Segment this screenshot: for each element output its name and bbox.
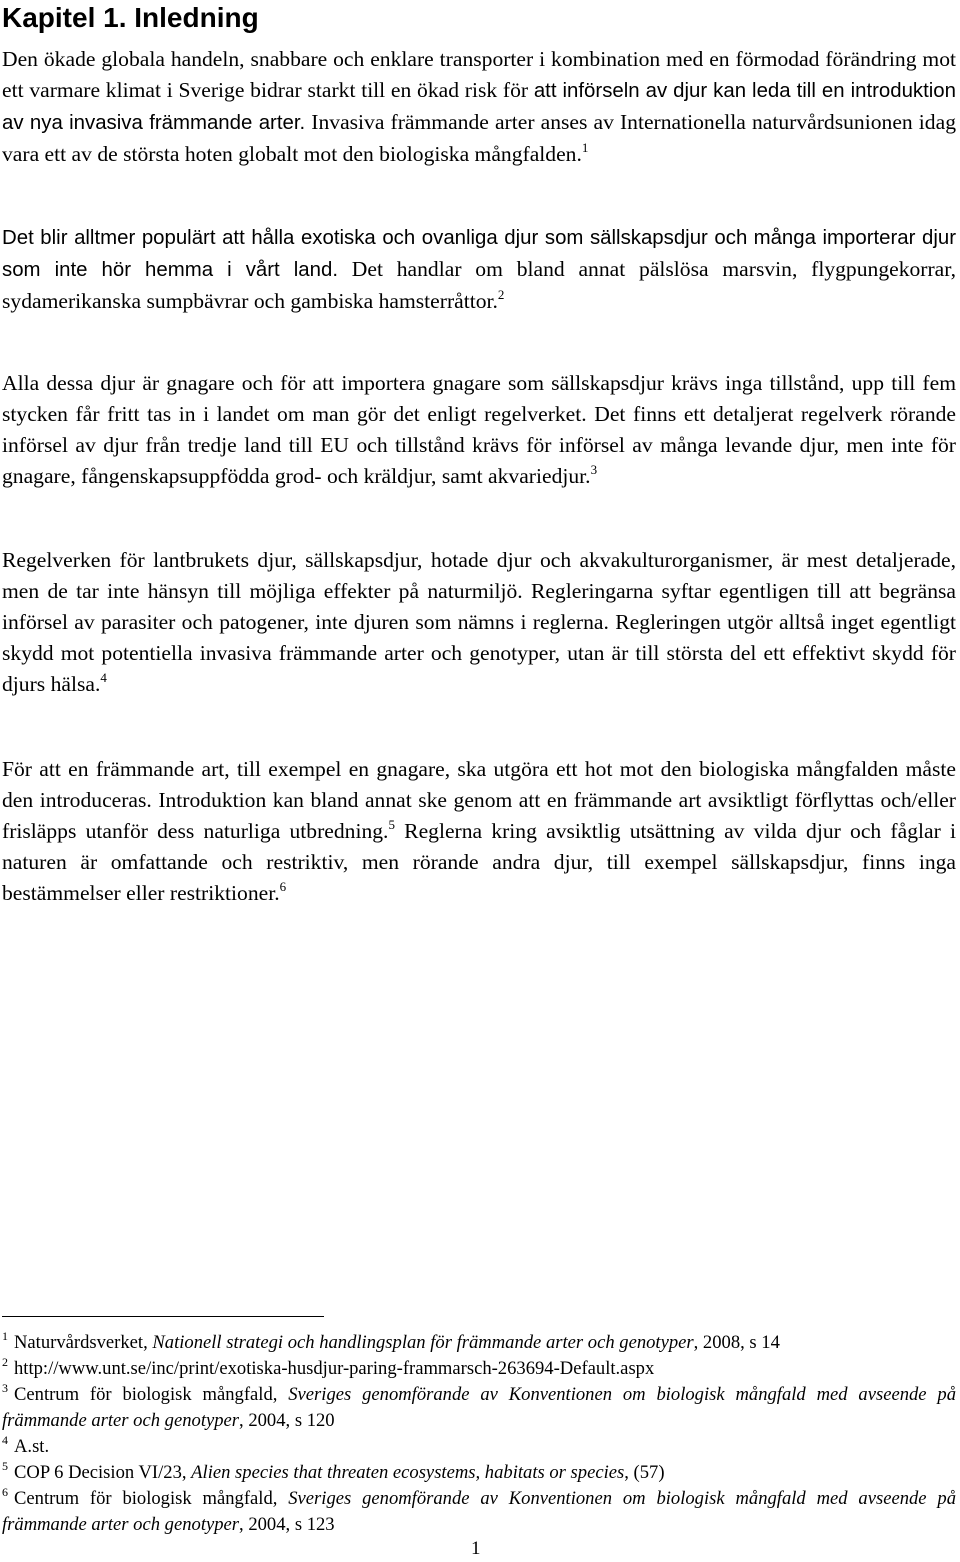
footnote-1-title: Nationell strategi och handlingsplan för främmande arter och genotyper <box>152 1332 694 1353</box>
footnote-6-number: 6 <box>2 1485 8 1499</box>
footnote-3-author: Centrum för biologisk mångfald, <box>14 1384 289 1405</box>
footnote-6-author: Centrum för biologisk mångfald, <box>14 1488 289 1509</box>
footnote-ref-6[interactable]: 6 <box>279 879 287 894</box>
paragraph-2 <box>2 222 956 317</box>
footnote-ref-4[interactable]: 4 <box>100 670 107 685</box>
paragraph-2-text: Det handlar om bland annat pälslösa marsvin, flygpungekorrar, sydamerikanska sumpbävrar och gambiska hamsterråttor. <box>2 257 956 313</box>
footnote-6-title: Sveriges genomförande av Konventionen om biologisk mångfald med avseende på främmande arter och genotyper <box>2 1488 956 1535</box>
footnote-5-number: 5 <box>2 1459 8 1473</box>
footnote-ref-3[interactable]: 3 <box>590 462 598 477</box>
footnote-5-title: Alien species that threaten ecosystems, habitats or species <box>191 1462 625 1483</box>
footnote-1-number: 1 <box>2 1329 8 1343</box>
page-number: 1 <box>471 1538 481 1559</box>
footnote-2-number: 2 <box>2 1355 8 1369</box>
paragraph-5-text: För att en främmande art, till exempel en gnagare, ska utgöra ett hot mot den biologiska mångfalden måste den introduceras. Introduktion kan bland annat ske genom att en främmande art avsiktligt förflyttas och/eller frisläpps utanför dess naturliga utbredning. <box>2 757 956 843</box>
footnote-6 <box>2 1486 956 1537</box>
footnote-3-title: Sveriges genomförande av Konventionen om biologisk mångfald med avseende på främmande arter och genotyper <box>2 1384 956 1431</box>
paragraph-1-line-3: att införseln av djur kan leda till en introduktion av nya invasiva främmande arter. <box>2 80 956 134</box>
footnote-6-details: , 2004, s 123 <box>239 1513 335 1535</box>
footnote-3-number: 3 <box>2 1381 8 1395</box>
footnote-ref-5[interactable]: 5 <box>388 817 395 832</box>
footnote-5-details: , (57) <box>624 1462 665 1483</box>
paragraph-5-text-2: Reglerna kring avsiktlig utsättning av vilda djur och fåglar i naturen är omfattande och restriktiv, men rörande andra djur, till exempel sällskapsdjur, finns inga bestämmelser eller restriktioner. <box>2 819 956 905</box>
footnote-2-link[interactable]: http://www.unt.se/inc/print/exotiska-husdjur-paring-frammarsch-263694-Default.aspx <box>14 1358 655 1379</box>
footnote-ref-2[interactable]: 2 <box>497 287 505 302</box>
paragraph-1-line-1: Den ökade globala handeln, snabbare och enklare transporter i kombination med en <box>2 47 730 71</box>
footnote-5-author: COP 6 Decision VI/23, <box>14 1462 192 1483</box>
footnote-ref-1[interactable]: 1 <box>581 140 589 155</box>
footnote-1-author: Naturvårdsverket, <box>14 1332 153 1353</box>
footnote-5 <box>2 1460 956 1486</box>
footnote-separator <box>2 1316 324 1317</box>
paragraph-1-line-2: förmodad förändring mot ett varmare klimat i Sverige bidrar starkt till en ökad risk för <box>2 47 957 102</box>
paragraph-1-text: Invasiva främmande arter anses av Internationella naturvårdsunionen idag vara ett av de största hoten globalt mot den biologiska mångfalden. <box>2 110 956 166</box>
footnote-1 <box>2 1330 956 1356</box>
chapter-heading: Kapitel 1. Inledning <box>2 2 259 33</box>
paragraph-4-text: Regelverken för lantbrukets djur, sällskapsdjur, hotade djur och akvakulturorganismer, är mest detaljerade, men de tar inte hänsyn till möjliga effekter på naturmiljö. Regleringarna syftar egentligen till att begränsa införsel av parasiter och patogener, inte djuren som nämns i reglerna. Regleringen utgör alltså inget egentligt skydd mot potentiella invasiva främmande arter och genotyper, utan är till största del ett effektivt skydd för djurs hälsa. <box>2 548 956 696</box>
footnote-3 <box>2 1382 956 1433</box>
footnote-4-text: A.st. <box>14 1436 50 1457</box>
paragraph-3-text: Alla dessa djur är gnagare och för att importera gnagare som sällskapsdjur krävs inga tillstånd, upp till fem stycken får fritt tas in i landet om man gör det enligt regelverket. Det finns ett detaljerat regelverk rörande införsel av djur från tredje land till EU och tillstånd krävs för införsel av många levande djur, men inte för gnagare, fångenskapsuppfödda grod- och kräldjur, samt akvariedjur. <box>2 371 956 488</box>
paragraph-2-line-1: Det blir alltmer populärt att hålla exotiska och ovanliga djur som sällskapsdjur och <box>2 227 748 249</box>
paragraph-4 <box>2 545 956 700</box>
footnote-4-number: 4 <box>2 1433 8 1447</box>
footnote-2 <box>2 1356 956 1382</box>
paragraph-3 <box>2 368 956 492</box>
paragraph-5 <box>2 754 956 909</box>
footnote-1-details: , 2008, s 14 <box>693 1332 780 1353</box>
footnote-3-details: , 2004, s 120 <box>239 1409 335 1431</box>
paragraph-2-line-2: många importerar djur som inte hör hemma i vårt land. <box>2 227 957 281</box>
footnote-4 <box>2 1434 956 1460</box>
paragraph-1 <box>2 44 956 170</box>
